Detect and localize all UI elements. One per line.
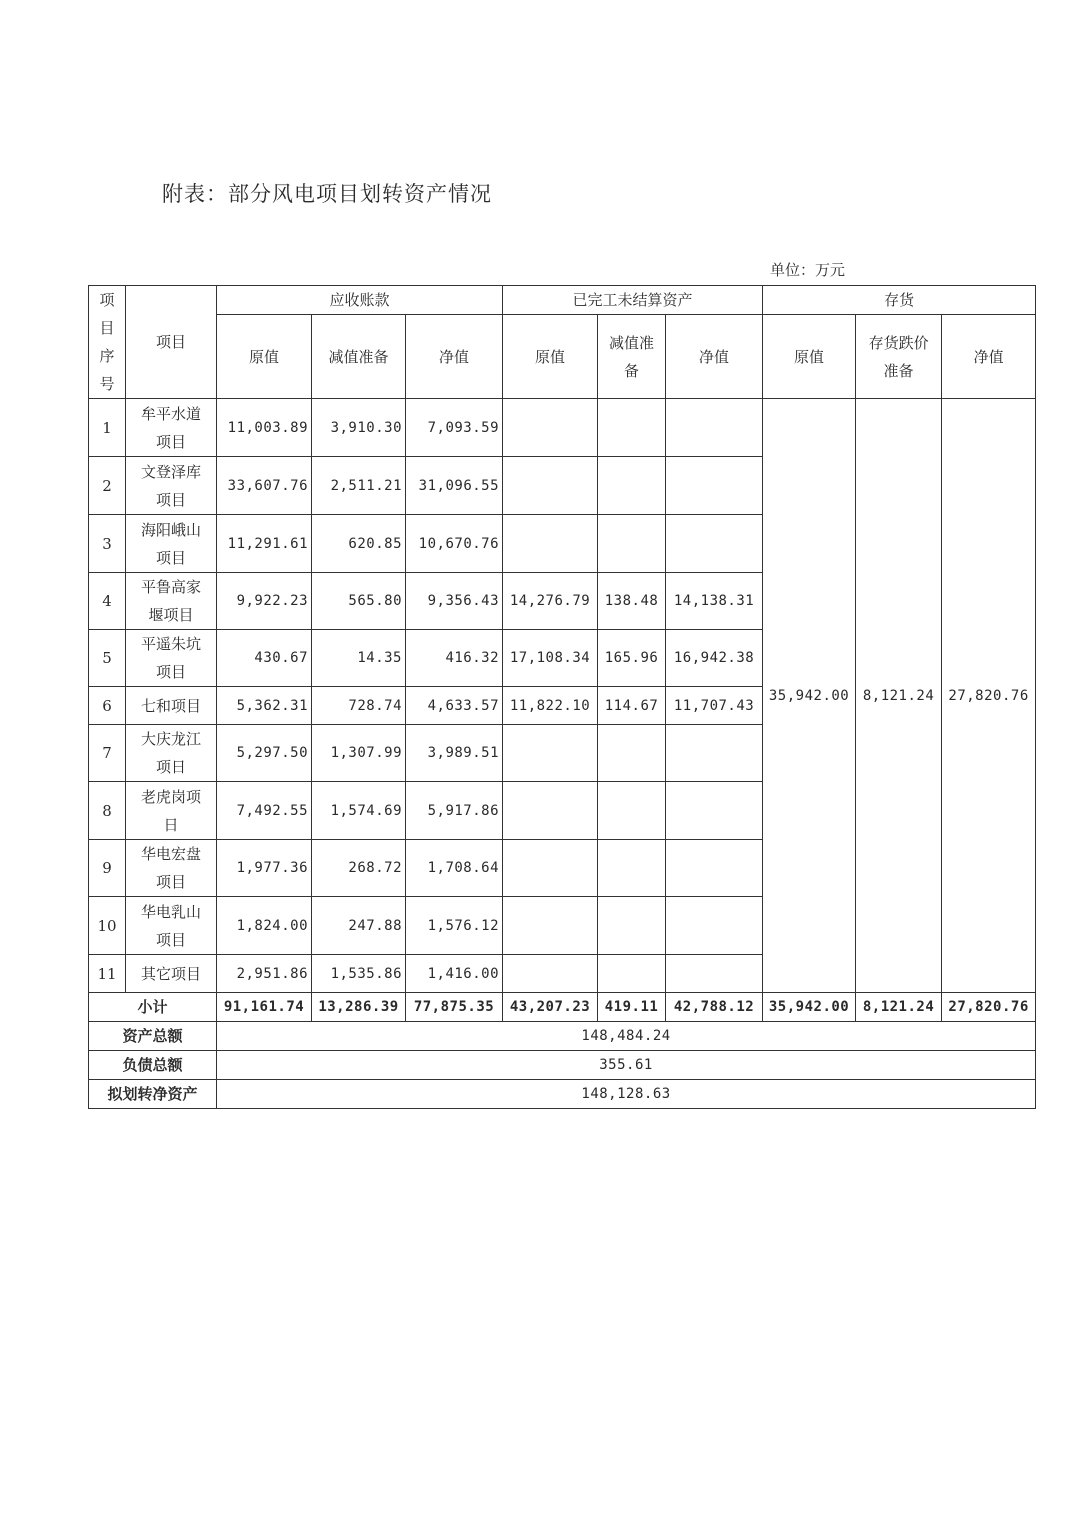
ar-cell: 2,511.21 (312, 457, 406, 515)
subtotal-cell: 42,788.12 (666, 993, 763, 1022)
wip-cell (598, 399, 666, 457)
wip-cell: 114.67 (598, 687, 666, 725)
ar-cell: 728.74 (312, 687, 406, 725)
wip-cell (598, 955, 666, 993)
row-project-name: 平鲁高家堰项目 (126, 573, 217, 630)
ar-cell: 1,535.86 (312, 955, 406, 993)
wip-cell (598, 782, 666, 840)
ar-cell: 268.72 (312, 840, 406, 897)
ar-cell: 1,576.12 (406, 897, 503, 955)
subtotal-cell: 13,286.39 (312, 993, 406, 1022)
wip-cell: 14,138.31 (666, 573, 763, 630)
subtotal-cell: 419.11 (598, 993, 666, 1022)
row-seq: 11 (89, 955, 126, 993)
wip-cell: 11,822.10 (503, 687, 598, 725)
summary-value: 148,484.24 (217, 1022, 1036, 1051)
row-project-name: 华电宏盘项目 (126, 840, 217, 897)
wip-cell: 138.48 (598, 573, 666, 630)
unit-note: 单位：万元 (770, 261, 846, 279)
wip-cell (503, 840, 598, 897)
subtotal-cell: 35,942.00 (763, 993, 856, 1022)
document-title: 附表：部分风电项目划转资产情况 (162, 182, 492, 206)
ar-cell: 5,917.86 (406, 782, 503, 840)
ar-cell: 31,096.55 (406, 457, 503, 515)
summary-value: 148,128.63 (217, 1080, 1036, 1109)
wip-cell (503, 457, 598, 515)
summary-label: 拟划转净资产 (89, 1080, 217, 1109)
wip-cell (503, 725, 598, 782)
ar-cell: 2,951.86 (217, 955, 312, 993)
wip-cell (666, 782, 763, 840)
row-project-name: 牟平水道项目 (126, 399, 217, 457)
ar-cell: 11,003.89 (217, 399, 312, 457)
wip-cell: 14,276.79 (503, 573, 598, 630)
ar-cell: 4,633.57 (406, 687, 503, 725)
ar-cell: 1,574.69 (312, 782, 406, 840)
ar-cell: 14.35 (312, 630, 406, 687)
ar-cell: 5,362.31 (217, 687, 312, 725)
subtotal-cell: 77,875.35 (406, 993, 503, 1022)
wip-cell (598, 725, 666, 782)
ar-cell: 1,416.00 (406, 955, 503, 993)
asset-transfer-table (88, 285, 1036, 1109)
row-seq: 8 (89, 782, 126, 840)
ar-cell: 7,492.55 (217, 782, 312, 840)
ar-cell: 33,607.76 (217, 457, 312, 515)
ar-cell: 1,307.99 (312, 725, 406, 782)
wip-cell (598, 840, 666, 897)
wip-cell (598, 457, 666, 515)
row-project-name: 平遥朱坑项目 (126, 630, 217, 687)
ar-cell: 1,977.36 (217, 840, 312, 897)
row-seq: 3 (89, 515, 126, 573)
inventory-merged-cell: 8,121.24 (856, 399, 942, 993)
ar-cell: 11,291.61 (217, 515, 312, 573)
header-wip-original: 原值 (503, 315, 598, 399)
inventory-merged-cell: 27,820.76 (942, 399, 1036, 993)
summary-row (89, 1080, 1036, 1109)
summary-value: 355.61 (217, 1051, 1036, 1080)
header-seq: 项目序号 (89, 286, 126, 399)
wip-cell: 165.96 (598, 630, 666, 687)
subtotal-row (89, 993, 1036, 1022)
subtotal-cell: 8,121.24 (856, 993, 942, 1022)
summary-label: 负债总额 (89, 1051, 217, 1080)
row-project-name: 七和项目 (126, 687, 217, 725)
header-ar-original: 原值 (217, 315, 312, 399)
subtotal-label: 小计 (89, 993, 217, 1022)
row-seq: 4 (89, 573, 126, 630)
wip-cell (666, 840, 763, 897)
subtotal-cell: 27,820.76 (942, 993, 1036, 1022)
row-seq: 5 (89, 630, 126, 687)
wip-cell: 16,942.38 (666, 630, 763, 687)
row-project-name: 文登泽库项目 (126, 457, 217, 515)
header-inv-impairment: 存货跌价准备 (856, 315, 942, 399)
row-project-name: 老虎岗项日 (126, 782, 217, 840)
ar-cell: 620.85 (312, 515, 406, 573)
wip-cell (666, 725, 763, 782)
row-seq: 9 (89, 840, 126, 897)
wip-cell (666, 399, 763, 457)
ar-cell: 7,093.59 (406, 399, 503, 457)
wip-cell (666, 897, 763, 955)
row-seq: 10 (89, 897, 126, 955)
header-wip-net: 净值 (666, 315, 763, 399)
row-seq: 7 (89, 725, 126, 782)
header-wip-assets: 已完工未结算资产 (503, 286, 763, 315)
header-ar-impairment: 减值准备 (312, 315, 406, 399)
row-project-name: 其它项目 (126, 955, 217, 993)
wip-cell (503, 399, 598, 457)
wip-cell (666, 515, 763, 573)
wip-cell (666, 955, 763, 993)
wip-cell (503, 515, 598, 573)
row-project-name: 华电乳山项目 (126, 897, 217, 955)
row-seq: 2 (89, 457, 126, 515)
ar-cell: 5,297.50 (217, 725, 312, 782)
row-seq: 1 (89, 399, 126, 457)
ar-cell: 565.80 (312, 573, 406, 630)
ar-cell: 10,670.76 (406, 515, 503, 573)
wip-cell (503, 955, 598, 993)
header-inv-original: 原值 (763, 315, 856, 399)
summary-row (89, 1022, 1036, 1051)
row-project-name: 大庆龙江项日 (126, 725, 217, 782)
ar-cell: 247.88 (312, 897, 406, 955)
header-project: 项目 (126, 286, 217, 399)
ar-cell: 3,989.51 (406, 725, 503, 782)
wip-cell (666, 457, 763, 515)
wip-cell: 17,108.34 (503, 630, 598, 687)
table-row (89, 399, 1036, 457)
row-project-name: 海阳峨山项目 (126, 515, 217, 573)
header-inv-net: 净值 (942, 315, 1036, 399)
ar-cell: 430.67 (217, 630, 312, 687)
ar-cell: 3,910.30 (312, 399, 406, 457)
ar-cell: 1,708.64 (406, 840, 503, 897)
wip-cell (503, 897, 598, 955)
inventory-merged-cell: 35,942.00 (763, 399, 856, 993)
wip-cell (598, 897, 666, 955)
subtotal-cell: 43,207.23 (503, 993, 598, 1022)
ar-cell: 9,356.43 (406, 573, 503, 630)
header-ar-net: 净值 (406, 315, 503, 399)
header-wip-impairment: 减值准备 (598, 315, 666, 399)
summary-label: 资产总额 (89, 1022, 217, 1051)
wip-cell: 11,707.43 (666, 687, 763, 725)
ar-cell: 416.32 (406, 630, 503, 687)
wip-cell (503, 782, 598, 840)
row-seq: 6 (89, 687, 126, 725)
wip-cell (598, 515, 666, 573)
subtotal-cell: 91,161.74 (217, 993, 312, 1022)
summary-row (89, 1051, 1036, 1080)
ar-cell: 1,824.00 (217, 897, 312, 955)
header-receivables: 应收账款 (217, 286, 503, 315)
ar-cell: 9,922.23 (217, 573, 312, 630)
header-inventory: 存货 (763, 286, 1036, 315)
